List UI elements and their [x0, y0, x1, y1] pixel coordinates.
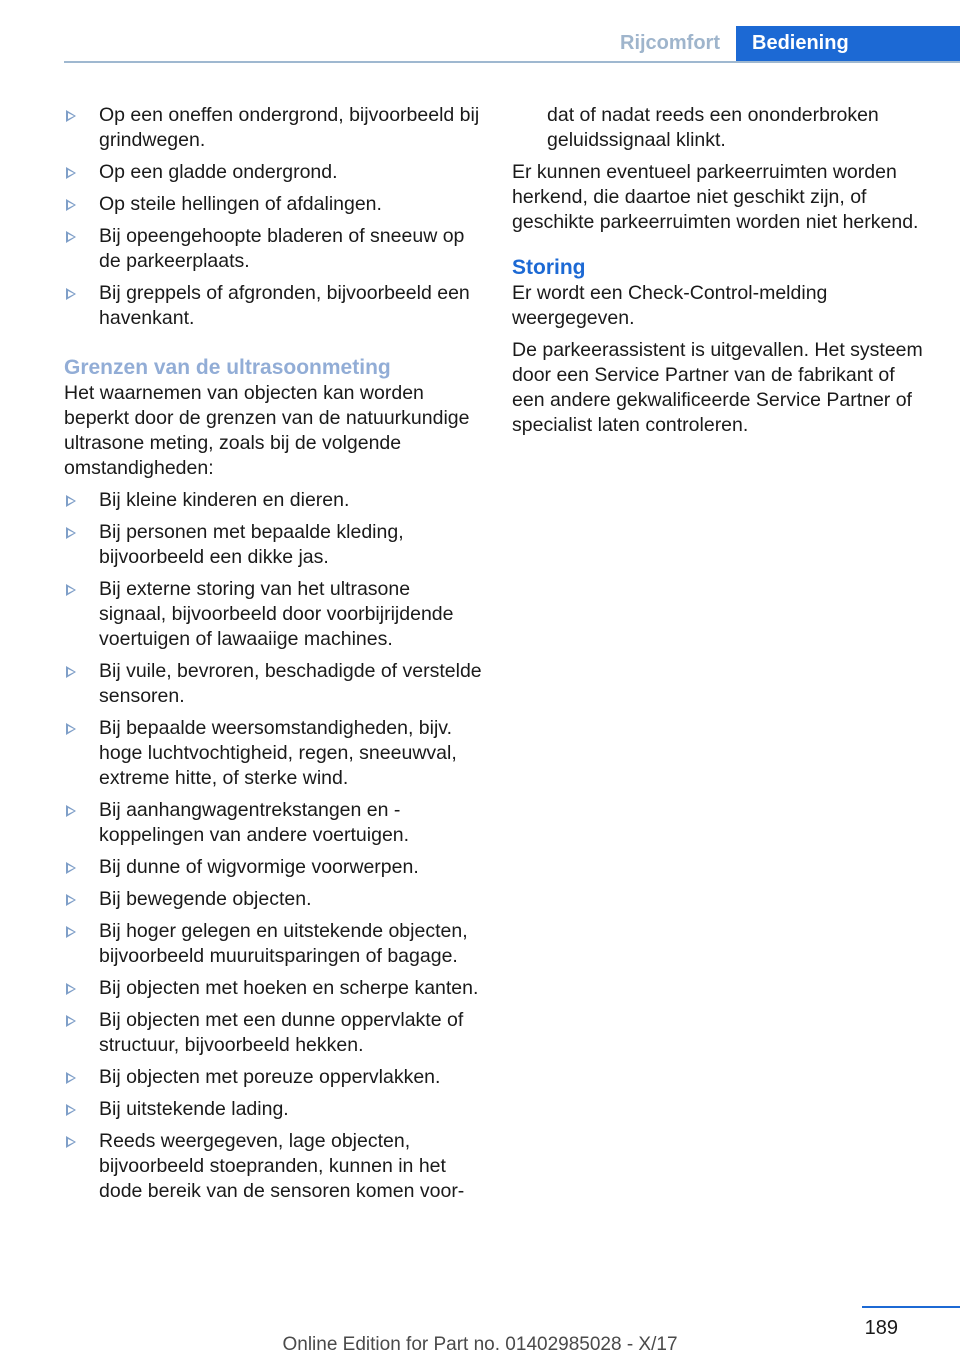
header-tab-chapter: Bediening: [736, 26, 960, 61]
list-item: [64, 160, 482, 185]
list-item-text: Bij dunne of wigvormige voorwerpen.: [99, 856, 419, 878]
footer-divider: [862, 1306, 960, 1308]
list-item: [64, 976, 482, 1001]
bullet-triangle-icon: [66, 199, 76, 211]
bullet-triangle-icon: [66, 167, 76, 179]
list-item-text: Op steile hellingen of afdalingen.: [99, 193, 382, 215]
list-item-text: Bij bepaalde weersomstandigheden, bijv. hoge luchtvochtigheid, regen, sneeuwval, extreme hitte, of sterke wind.: [99, 717, 457, 789]
list-item: [64, 1097, 482, 1122]
bullet-triangle-icon: [66, 527, 76, 539]
left-column: [64, 103, 482, 1211]
bullet-triangle-icon: [66, 862, 76, 874]
list-item: [64, 855, 482, 880]
list-item: [64, 281, 482, 331]
right-column: [512, 103, 932, 445]
list-item-text: Bij bewegende objecten.: [99, 888, 312, 910]
list-item-text: Bij opeengehoopte bladeren of sneeuw op de parkeerplaats.: [99, 225, 465, 272]
bullet-triangle-icon: [66, 723, 76, 735]
list-item-text: Bij objecten met een dunne oppervlakte of structuur, bijvoorbeeld hekken.: [99, 1009, 464, 1056]
list-item-text: Bij vuile, bevroren, beschadigde of verstelde sensoren.: [99, 660, 482, 707]
bullet-triangle-icon: [66, 1136, 76, 1148]
list-item: [64, 716, 482, 791]
footer-edition: Online Edition for Part no. 01402985028 - X/17: [282, 1334, 678, 1355]
list-item-text: Bij externe storing van het ultrasone signaal, bijvoorbeeld door voorbijrijdende voertuigen of lawaaiige machines.: [99, 578, 454, 650]
header-tab-section: Rijcomfort: [620, 32, 720, 54]
list-item-text: Bij hoger gelegen en uitstekende objecten, bijvoorbeeld muuruitsparingen of bagage.: [99, 920, 468, 967]
bullet-triangle-icon: [66, 231, 76, 243]
paragraph-parking-spaces: Er kunnen eventueel parkeerruimten worden herkend, die daartoe niet geschikt zijn, of geschikte parkeerruimten worden niet herkend.: [512, 161, 919, 233]
bullet-triangle-icon: [66, 926, 76, 938]
intro-paragraph: Het waarnemen van objecten kan worden beperkt door de grenzen van de natuurkundige ultrasone meting, zoals bij de volgende omstandigheden:: [64, 382, 470, 479]
list-item-text: Op een gladde ondergrond.: [99, 161, 338, 183]
page-number: 189: [864, 1317, 898, 1339]
list-item: [64, 919, 482, 969]
bullet-triangle-icon: [66, 495, 76, 507]
bullet-triangle-icon: [66, 1015, 76, 1027]
section-heading-malfunction: Storing: [512, 256, 586, 279]
section-heading-ultrasound-limits: Grenzen van de ultrasoonmeting: [64, 356, 391, 379]
bullet-triangle-icon: [66, 983, 76, 995]
list-item: [64, 1129, 482, 1204]
bullet-list-conditions: [64, 103, 482, 331]
list-item: [64, 192, 482, 217]
list-item: [64, 887, 482, 912]
bullet-triangle-icon: [66, 1072, 76, 1084]
header-divider: [64, 61, 960, 63]
list-item-text: Op een oneffen ondergrond, bijvoorbeeld bij grindwegen.: [99, 104, 480, 151]
list-item-text: Bij aanhangwagentrekstangen en -koppelingen van andere voertuigen.: [99, 799, 410, 846]
bullet-triangle-icon: [66, 584, 76, 596]
bullet-triangle-icon: [66, 894, 76, 906]
list-item: [64, 103, 482, 153]
list-item: [64, 659, 482, 709]
list-item-text: Bij kleine kinderen en dieren.: [99, 489, 350, 511]
bullet-triangle-icon: [66, 110, 76, 122]
list-item: [64, 488, 482, 513]
list-item: [64, 520, 482, 570]
list-item: [64, 577, 482, 652]
list-item-text: Bij objecten met hoeken en scherpe kanten.: [99, 977, 479, 999]
list-item-text: Bij uitstekende lading.: [99, 1098, 289, 1120]
list-item-text: Bij personen met bepaalde kleding, bijvoorbeeld een dikke jas.: [99, 521, 404, 568]
list-item: [64, 224, 482, 274]
paragraph-service: De parkeerassistent is uitgevallen. Het systeem door een Service Partner van de fabrikant of een andere gekwalificeerde Service Partner of specialist laten controleren.: [512, 339, 923, 436]
bullet-triangle-icon: [66, 805, 76, 817]
list-item-text: Bij objecten met poreuze oppervlakken.: [99, 1066, 441, 1088]
list-item: [64, 1065, 482, 1090]
bullet-triangle-icon: [66, 1104, 76, 1116]
list-item: [64, 1008, 482, 1058]
list-item: [64, 798, 482, 848]
bullet-triangle-icon: [66, 666, 76, 678]
bullet-list-limits: [64, 488, 482, 1204]
list-item-text: Bij greppels of afgronden, bijvoorbeeld een havenkant.: [99, 282, 470, 329]
paragraph-check-control: Er wordt een Check-Control-melding weergegeven.: [512, 282, 828, 329]
bullet-triangle-icon: [66, 288, 76, 300]
list-item-continuation: dat of nadat reeds een ononderbroken geluidssignaal klinkt.: [547, 104, 879, 151]
list-item-text: Reeds weergegeven, lage objecten, bijvoorbeeld stoepranden, kunnen in het dode bereik van de sensoren komen voor-: [99, 1130, 465, 1202]
